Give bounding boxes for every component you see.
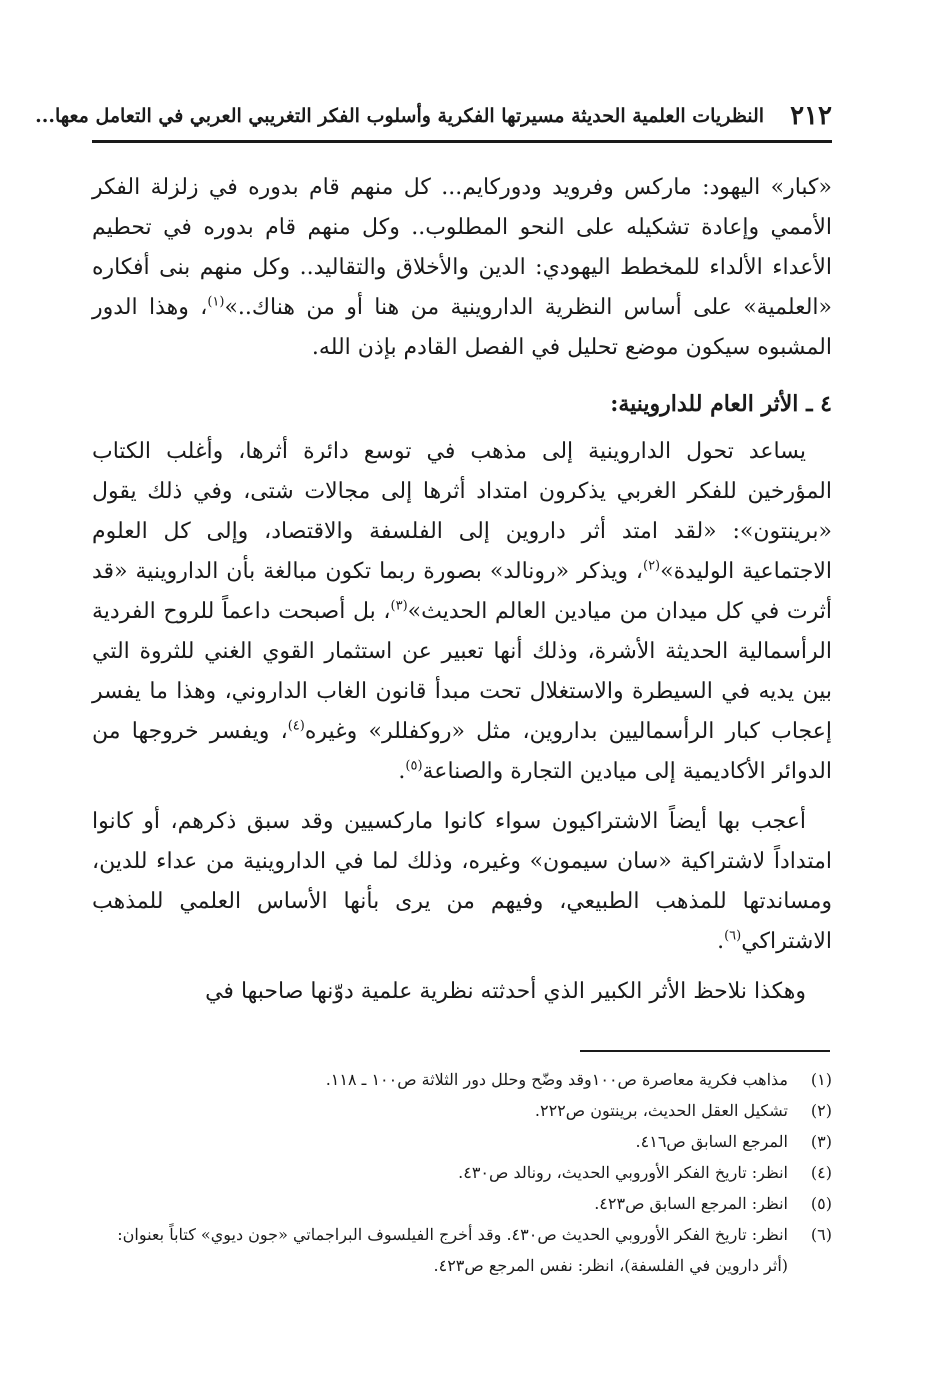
footnote: (٦) انظر: تاريخ الفكر الأوروبي الحديث ص٤٣٠. وقد أخرج الفيلسوف البراجماتي «جون ديوي» كتاباً بعنوان: (أثر داروين في الفلسفة)، انظر: نفس المرجع ص٤٢٣. (117, 1225, 832, 1275)
footnote: (٣) المرجع السابق ص٤١٦. (635, 1132, 832, 1151)
main-text (92, 168, 832, 1012)
footnote-ref-4: (٤) (287, 718, 305, 734)
footnote: (٥) انظر: المرجع السابق ص٤٢٣. (594, 1194, 832, 1213)
footnote-ref-1: (١) (207, 294, 225, 310)
section-heading: ٤ ـ الأثر العام للداروينية: (610, 391, 832, 417)
paragraph-4: وهكذا نلاحظ الأثر الكبير الذي أحدثته نظرية علمية دوّنها صاحبها في (205, 979, 806, 1004)
footnote: (٤) انظر: تاريخ الفكر الأوروبي الحديث، رونالد ص٤٣٠. (458, 1163, 832, 1182)
footnote: (١) مذاهب فكرية معاصرة ص١٠٠وقد وضّح وحلل دور الثلاثة ص١٠٠ ـ ١١٨. (325, 1070, 832, 1089)
page-header (35, 98, 832, 134)
footnote-ref-6: (٦) (724, 928, 742, 944)
footnote-ref-3: (٣) (390, 598, 408, 614)
footnotes (92, 1064, 832, 1281)
paragraph-1: «كبار» اليهود: ماركس وفرويد ودوركايم... كل منهم قام بدوره في زلزلة الفكر الأممي وإعادة تشكيله على النحو المطلوب.. وكل منهم قام بدوره في تحطيم الأعداء الألداء للمخطط اليهودي: الدين والأخلاق والتقاليد.. وكل منهم بنى أفكاره «العلمية» على أساس النظرية الداروينية من هنا أو من هناك..»$^{(١)}$، وهذا الدور المشبوه سيكون موضع تحليل في الفصل القادم بإذن الله. (92, 175, 832, 360)
footnote-ref-2: (٢) (642, 558, 661, 574)
paragraph-3: أعجب بها أيضاً الاشتراكيون سواء كانوا ماركسيين وقد سبق ذكرهم، أو كانوا امتداداً لاشتراكية «سان سيمون» وغيره، وذلك لما في الداروينية من عداء للدين، ومساندتها للمذهب الطبيعي، وفيهم من يرى بأنها الأساس العلمي للمذهب الاشتراكي$^{(٦)}$. (92, 809, 832, 954)
footnote: (٢) تشكيل العقل الحديث، برينتون ص٢٢٢. (534, 1101, 832, 1120)
header-divider (92, 140, 832, 143)
paragraph-2: يساعد تحول الداروينية إلى مذهب في توسع دائرة أثرها، وأغلب الكتاب المؤرخين للفكر الغربي يذكرون امتداد أثرها إلى مجالات شتى، وفي ذلك يقول «برينتون»: «لقد امتد أثر داروين إلى الفلسفة والاقتصاد، وإلى كل العلوم الاجتماعية الوليدة»$^{(٢)}$، ويذكر «رونالد» بصورة ربما تكون مبالغة بأن الداروينية «قد أثرت في كل ميدان من ميادين العالم الحديث»$^{(٣)}$، بل أصبحت داعماً للروح الفردية الرأسمالية الحديثة الأشرة، وذلك أنها تعبير عن استثمار القوي الغني للثروة التي بين يديه في السيطرة والاستغلال تحت مبدأ قانون الغاب الداروني، وهذا ما يفسر إعجاب كبار الرأسماليين بداروين، مثل «روكفللر» وغيره$^{(٤)}$، ويفسر خروجها من الدوائر الأكاديمية إلى ميادين التجارة والصناعة$^{(٥)}$. (92, 439, 833, 784)
page-number: ٢١٢ (790, 101, 832, 131)
running-title: النظريات العلمية الحديثة مسيرتها الفكرية وأسلوب الفكر التغريبي العربي في التعامل معها... (35, 105, 765, 127)
footnote-ref-5: (٥) (405, 758, 423, 774)
footnote-divider (580, 1050, 830, 1052)
